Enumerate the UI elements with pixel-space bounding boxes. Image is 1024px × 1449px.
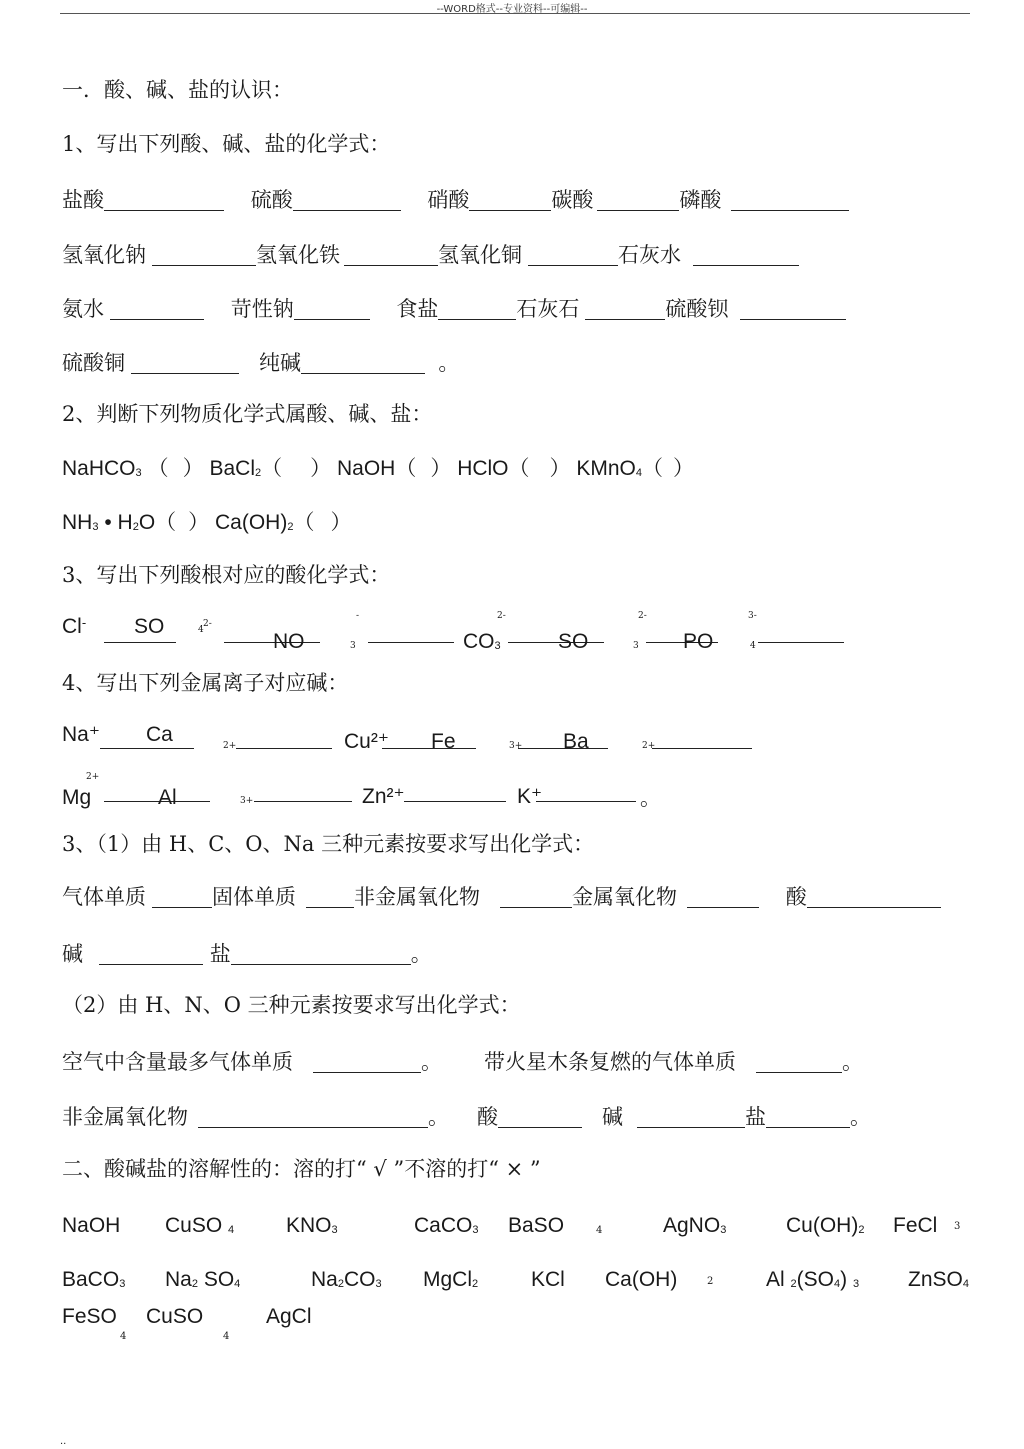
ion-nitrate: NO <box>273 630 305 653</box>
answer-blank[interactable] <box>294 297 370 320</box>
answer-blank[interactable] <box>198 1105 428 1128</box>
answer-blank[interactable] <box>500 885 572 908</box>
formula: NaOH <box>62 1214 121 1237</box>
answer-blank[interactable] <box>693 243 799 266</box>
answer-blank[interactable] <box>99 942 203 965</box>
answer-blank[interactable] <box>368 620 454 643</box>
formula: NH3 • H2O <box>62 511 156 534</box>
answer-blank[interactable] <box>807 885 941 908</box>
answer-blank[interactable] <box>236 726 332 749</box>
paren-close: ） <box>673 457 695 480</box>
answer-blank[interactable] <box>224 620 320 643</box>
q5-row4 <box>62 1105 871 1128</box>
answer-blank[interactable] <box>313 1050 421 1073</box>
answer-blank[interactable] <box>104 188 224 211</box>
ion-aluminum: Al <box>158 786 177 809</box>
answer-blank[interactable] <box>663 457 673 479</box>
term-nitric-acid: 硝酸 <box>427 188 470 212</box>
answer-blank[interactable] <box>254 779 352 802</box>
answer-blank[interactable] <box>231 942 411 965</box>
answer-blank[interactable] <box>758 620 844 643</box>
period-mark: 。 <box>438 351 460 375</box>
page-footer: .. <box>60 1436 67 1447</box>
formula: BaSO <box>508 1214 565 1237</box>
answer-blank[interactable] <box>131 351 239 374</box>
answer-blank[interactable] <box>176 511 188 533</box>
answer-blank[interactable] <box>416 457 430 479</box>
term-sulfuric-acid: 硫酸 <box>250 188 293 212</box>
answer-blank[interactable] <box>152 885 212 908</box>
paren-open: （ <box>293 511 315 534</box>
formula: NaHCO3 <box>62 457 142 480</box>
term-salt: 盐 <box>209 942 231 966</box>
q5-row1 <box>62 885 941 908</box>
term-salt: 盐 <box>745 1105 767 1129</box>
term-limewater: 石灰水 <box>618 243 681 267</box>
term-acid: 酸 <box>785 885 807 909</box>
term-hydrochloric-acid: 盐酸 <box>62 188 104 212</box>
q1-prompt: 1、写出下列酸、碱、盐的化学式： <box>62 132 391 156</box>
paren-open: （ <box>155 511 177 534</box>
answer-blank[interactable] <box>469 188 551 211</box>
formula: CuSO 4 <box>165 1214 235 1237</box>
term-barium-sulfate: 硫酸钡 <box>665 297 729 321</box>
q5-prompt: 3、（1）由 H、C、O、Na 三种元素按要求写出化学式： <box>62 832 595 856</box>
formula: Na2CO3 <box>311 1268 382 1291</box>
superscript: 3- <box>748 611 757 621</box>
subscript: 4 <box>223 1331 230 1342</box>
term-limestone: 石灰石 <box>516 297 580 321</box>
answer-blank[interactable] <box>382 726 476 749</box>
q2-row1 <box>62 457 694 479</box>
charge-label: 2+ <box>86 772 100 782</box>
q2-prompt: 2、判断下列物质化学式属酸、碱、盐： <box>62 402 433 426</box>
term-table-salt: 食盐 <box>396 297 439 321</box>
charge-label: 2+ <box>642 741 656 751</box>
formula: Al 2(SO4) 3 <box>766 1268 860 1291</box>
header-rule <box>60 13 970 14</box>
paren-open: （ <box>642 457 664 480</box>
answer-blank[interactable] <box>104 779 210 802</box>
term-solid-element: 固体单质 <box>212 885 296 909</box>
formula: BaCl2 <box>209 457 262 480</box>
answer-blank[interactable] <box>282 457 310 479</box>
ion-sodium: Na⁺ <box>62 723 100 746</box>
answer-blank[interactable] <box>766 1105 850 1128</box>
charge-label: 3+ <box>240 796 254 806</box>
q1-row4 <box>62 351 459 374</box>
superscript: - <box>356 611 360 621</box>
term-soda-ash: 纯碱 <box>259 351 302 375</box>
ion-chloride: Cl- <box>62 615 87 638</box>
page-header: --WORD格式--专业资料--可编辑-- <box>436 4 588 15</box>
ion-carbonate: CO3 <box>463 630 501 653</box>
section1-title: 一．酸、碱、盐的认识： <box>62 78 293 102</box>
q5-prompt2: （2）由 H、N、O 三种元素按要求写出化学式： <box>62 993 521 1017</box>
formula: KMnO4 <box>576 457 643 480</box>
answer-blank[interactable] <box>731 188 849 211</box>
q1-row1 <box>62 188 849 211</box>
q1-row2 <box>62 243 799 266</box>
formula: Na2 SO4 <box>165 1268 241 1291</box>
answer-blank[interactable] <box>152 243 256 266</box>
answer-blank[interactable] <box>508 620 604 643</box>
formula: FeCl <box>893 1214 938 1237</box>
section2-title: 二、酸碱盐的溶解性的：溶的打“ √ ”不溶的打“ × ” <box>62 1157 541 1181</box>
formula: BaCO3 <box>62 1268 126 1291</box>
paren-open: （ <box>147 457 169 480</box>
formula: Cu(OH)2 <box>786 1214 865 1237</box>
paren-close: ） <box>310 457 332 480</box>
answer-blank[interactable] <box>687 885 759 908</box>
period-mark: 。 <box>640 786 661 810</box>
paren-close: ） <box>330 511 352 534</box>
answer-blank[interactable] <box>652 726 752 749</box>
subscript: 4 <box>750 641 756 651</box>
subscript: 4 <box>120 1331 127 1342</box>
term-acid: 酸 <box>477 1105 498 1129</box>
answer-blank[interactable] <box>301 351 425 374</box>
answer-blank[interactable] <box>110 297 204 320</box>
ion-iron: Fe <box>431 730 456 753</box>
term-caustic-soda: 苛性钠 <box>230 297 294 321</box>
term-carbonic-acid: 碳酸 <box>551 188 594 212</box>
answer-blank[interactable] <box>498 1105 582 1128</box>
paren-open: （ <box>395 457 417 480</box>
formula: AgCl <box>266 1305 312 1328</box>
answer-blank[interactable] <box>740 297 846 320</box>
answer-blank[interactable] <box>344 243 438 266</box>
q3-prompt: 3、写出下列酸根对应的酸化学式： <box>62 563 391 587</box>
charge-label: 2+ <box>223 741 237 751</box>
paren-close: ） <box>430 457 452 480</box>
formula: KNO3 <box>286 1214 338 1237</box>
term-sodium-hydroxide: 氢氧化钠 <box>62 243 146 267</box>
answer-blank[interactable] <box>528 243 618 266</box>
ion-zinc: Zn²⁺ <box>362 785 405 808</box>
ion-copper: Cu²⁺ <box>344 730 389 753</box>
term-base: 碱 <box>62 942 83 966</box>
paren-open: （ <box>508 457 530 480</box>
paren-close: ） <box>182 457 204 480</box>
answer-blank[interactable] <box>530 457 550 479</box>
term-gas-element: 气体单质 <box>62 885 146 909</box>
term-base: 碱 <box>602 1105 624 1129</box>
q1-row3 <box>62 297 846 320</box>
answer-blank[interactable] <box>637 1105 745 1128</box>
superscript: 2- <box>638 611 647 621</box>
answer-blank[interactable] <box>293 188 401 211</box>
term-nonmetal-oxide: 非金属氧化物 <box>354 885 480 909</box>
formula: KCl <box>531 1268 565 1291</box>
answer-blank[interactable] <box>438 297 516 320</box>
term-ammonia-water: 氨水 <box>62 297 104 321</box>
period-mark: 。 <box>410 942 432 966</box>
term-metal-oxide: 金属氧化物 <box>572 885 677 909</box>
paren-close: ） <box>188 511 210 534</box>
formula: AgNO3 <box>663 1214 727 1237</box>
term-reignites-splint-gas: 带火星木条复燃的气体单质 <box>484 1050 736 1074</box>
subscript: 3 <box>350 641 356 651</box>
term-copper-hydroxide: 氢氧化铜 <box>438 243 522 267</box>
answer-blank[interactable] <box>169 457 183 479</box>
subscript: 2 <box>707 1276 714 1287</box>
q4-prompt: 4、写出下列金属离子对应碱： <box>62 671 349 695</box>
answer-blank[interactable] <box>597 188 679 211</box>
term-most-abundant-gas: 空气中含量最多气体单质 <box>62 1050 293 1074</box>
ion-sulfite: SO <box>558 630 589 653</box>
charge-label: 3+ <box>509 741 523 751</box>
ion-magnesium: Mg <box>62 786 92 809</box>
ion-phosphate: PO <box>683 630 714 653</box>
q2-row2 <box>62 511 351 533</box>
answer-blank[interactable] <box>756 1050 842 1073</box>
formula: NaOH <box>336 457 396 480</box>
ion-calcium: Ca <box>146 723 173 746</box>
period-mark: 。 <box>850 1105 872 1129</box>
formula: FeSO <box>62 1305 117 1328</box>
term-nonmetal-oxide: 非金属氧化物 <box>62 1105 188 1129</box>
answer-blank[interactable] <box>585 297 665 320</box>
paren-open: （ <box>261 457 283 480</box>
paren-close: ） <box>549 457 571 480</box>
period-mark: 。 <box>421 1050 442 1074</box>
formula: ZnSO4 <box>908 1268 969 1291</box>
ion-potassium: K⁺ <box>517 785 543 808</box>
superscript: 2- <box>203 619 212 629</box>
superscript: 2- <box>497 611 506 621</box>
formula: CuSO <box>146 1305 204 1328</box>
formula: MgCl2 <box>423 1268 479 1291</box>
ion-barium: Ba <box>563 730 589 753</box>
ion-sulfate: SO <box>134 615 165 638</box>
formula: CaCO3 <box>414 1214 479 1237</box>
subscript: 3 <box>954 1221 961 1232</box>
formula: HClO <box>457 457 509 480</box>
formula: Ca(OH) <box>605 1268 678 1291</box>
subscript: 3 <box>633 641 639 651</box>
answer-blank[interactable] <box>306 885 354 908</box>
answer-blank[interactable] <box>536 779 636 802</box>
answer-blank[interactable] <box>314 511 330 533</box>
answer-blank[interactable] <box>404 779 506 802</box>
term-copper-sulfate: 硫酸铜 <box>62 351 125 375</box>
formula: Ca(OH)2 <box>215 511 294 534</box>
q5-row3 <box>62 1050 863 1073</box>
q5-row2 <box>62 942 432 965</box>
term-phosphoric-acid: 磷酸 <box>679 188 722 212</box>
period-mark: 。 <box>428 1105 449 1129</box>
period-mark: 。 <box>842 1050 863 1074</box>
term-ferric-hydroxide: 氢氧化铁 <box>256 243 340 267</box>
subscript: 4 <box>596 1225 603 1236</box>
subscript: 4 <box>198 625 204 635</box>
